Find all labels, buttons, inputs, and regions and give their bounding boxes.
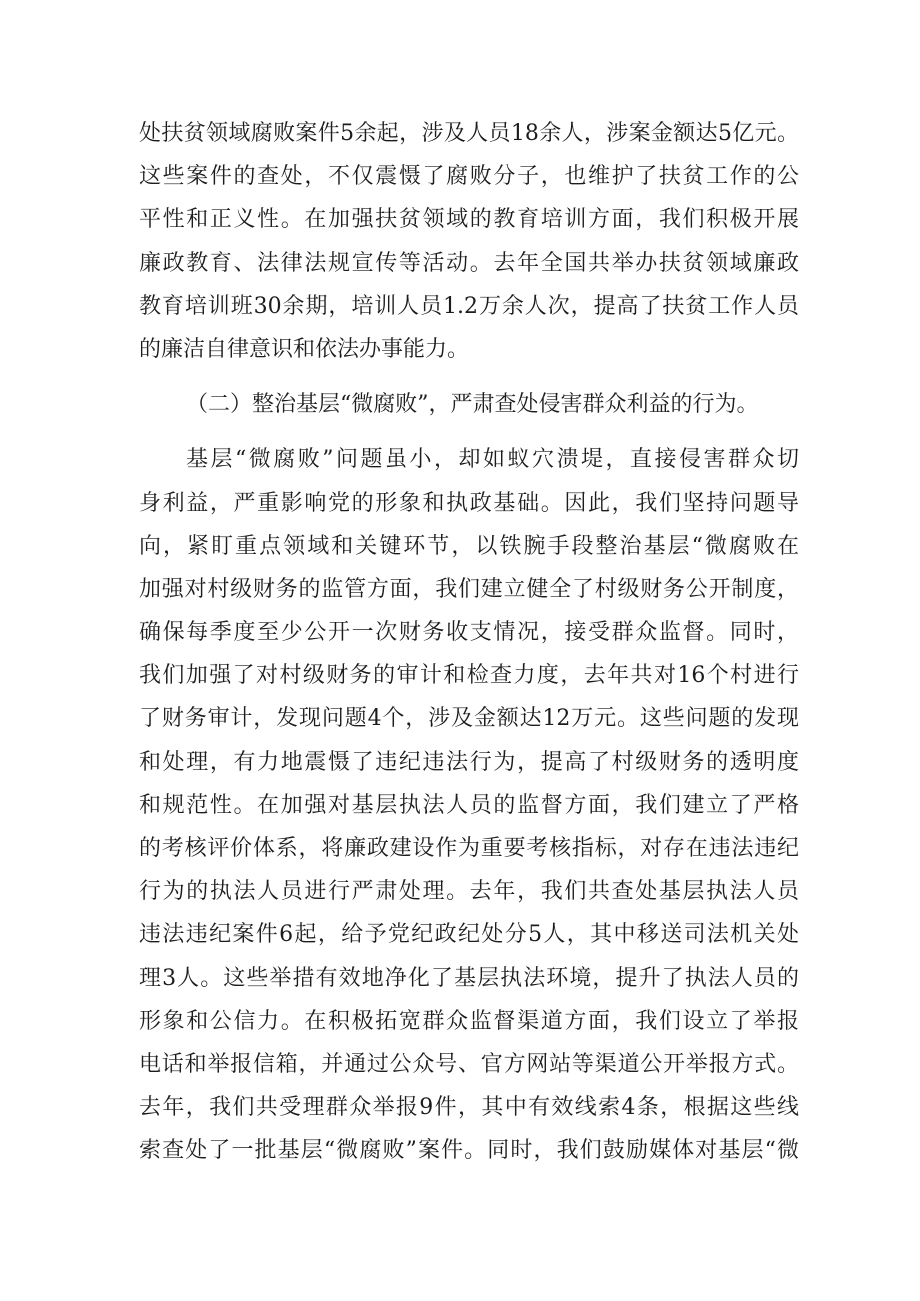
text-line: 确保每季度至少公开一次财务收支情况，接受群众监督。同时， [139,620,799,646]
text-line: 廉政教育、法律法规宣传等活动。去年全国共举办扶贫领域廉政 [139,250,799,276]
text-line: 基层“微腐败”问题虽小，却如蚁穴溃堤，直接侵害群众切 [186,447,799,473]
text-line: 理3人。这些举措有效地净化了基层执法环境，提升了执法人员的 [139,965,799,991]
text-line: 处扶贫领域腐败案件5余起，涉及人员18余人，涉案金额达5亿元。 [139,121,799,146]
text-line: 违法违纪案件6起，给予党纪政纪处分5人，其中移送司法机关处 [139,922,799,948]
paragraph-grassroots-micro-corruption [139,438,799,1172]
text-line: 我们加强了对村级财务的审计和检查力度，去年共对16个村进行 [139,663,799,689]
text-line: 教育培训班30余期，培训人员1.2万余人次，提高了扶贫工作人员 [139,293,799,319]
paragraph-anti-poverty-corruption [139,112,799,371]
text-line: 身利益，严重影响党的形象和执政基础。因此，我们坚持问题导 [139,490,799,516]
text-line: 这些案件的查处，不仅震慑了腐败分子，也维护了扶贫工作的公 [139,164,799,190]
text-line: 去年，我们共受理群众举报9件，其中有效线索4条，根据这些线 [139,1095,799,1121]
text-line: 的考核评价体系，将廉政建设作为重要考核指标，对存在违法违纪 [139,836,799,861]
text-line: 电话和举报信箱，并通过公众号、官方网站等渠道公开举报方式。 [139,1051,799,1077]
text-line: 的廉洁自律意识和依法办事能力。 [139,336,470,362]
text-line: 索查处了一批基层“微腐败”案件。同时，我们鼓励媒体对基层“微 [139,1138,799,1164]
text-line: 和处理，有力地震慑了违纪违法行为，提高了村级财务的透明度 [139,749,799,775]
text-line: 和规范性。在加强对基层执法人员的监督方面，我们建立了严格 [139,792,799,818]
section-heading: （二）整治基层“微腐败”，严肃查处侵害群众利益的行为。 [186,392,759,418]
text-line: 了财务审计，发现问题4个，涉及金额达12万元。这些问题的发现 [139,706,799,732]
text-line: 形象和公信力。在积极拓宽群众监督渠道方面，我们设立了举报 [139,1008,799,1034]
text-line: 加强对村级财务的监管方面，我们建立健全了村级财务公开制度， [139,576,799,602]
text-line: 平性和正义性。在加强扶贫领域的教育培训方面，我们积极开展 [139,207,799,233]
text-line: 向，紧盯重点领域和关键环节，以铁腕手段整治基层“微腐败在 [139,533,799,559]
text-line: 行为的执法人员进行严肃处理。去年，我们共查处基层执法人员 [139,879,799,905]
